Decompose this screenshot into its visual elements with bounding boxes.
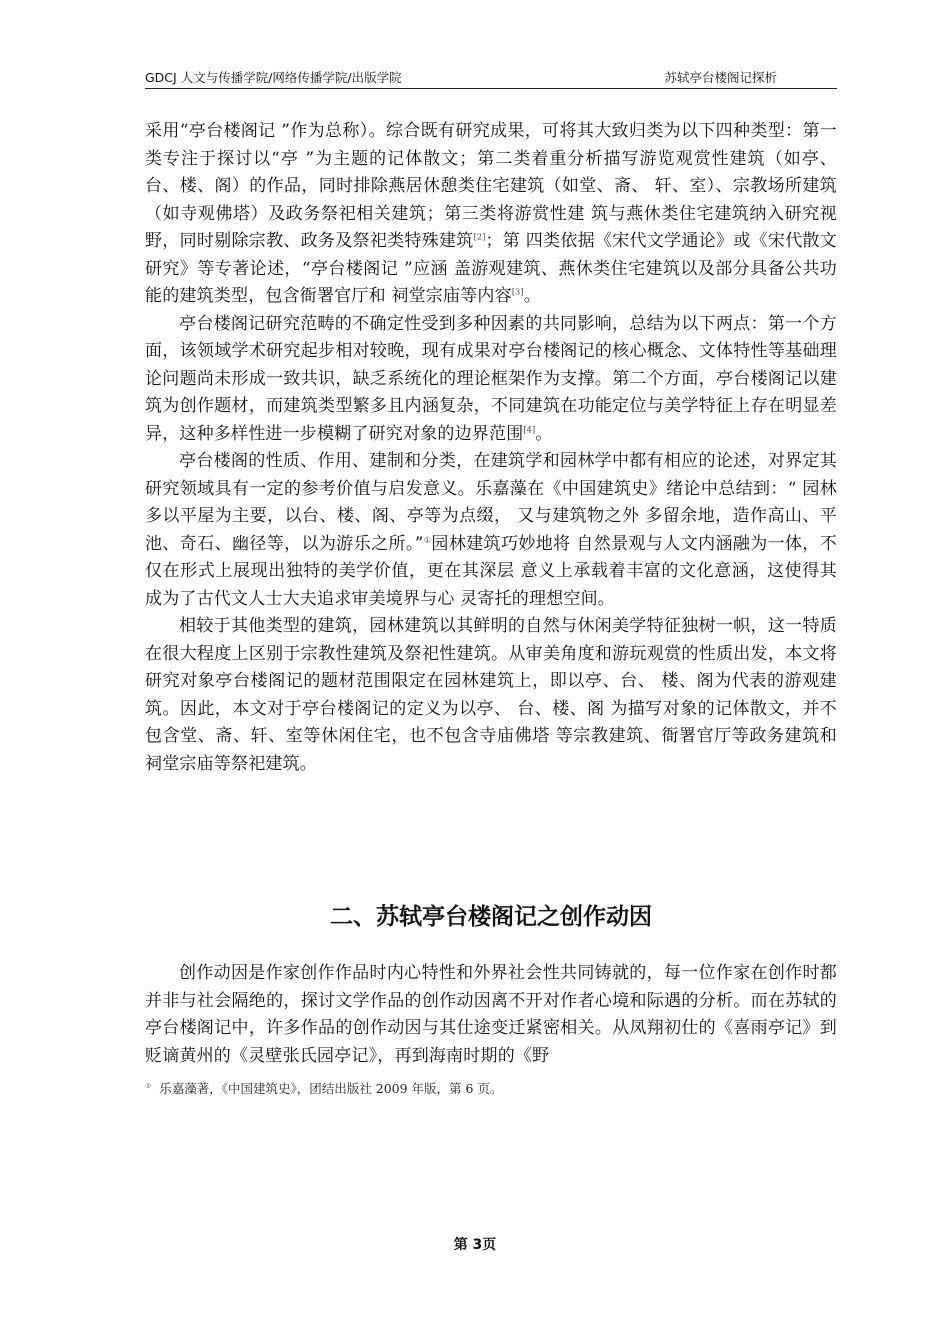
text-segment: 采用“亭台楼阁记 ”作为总称）。综合既有研究成果，可将其大致归类为以下四种类型：第一类专注于探讨以“亭 ”为主题的记体散文；第二类着重分析描写游览观赏性建筑（如亭、台、楼、阁）的作品，同时排除燕居休憩类住宅建筑（如堂、斋、 轩、室）、宗教场所建筑（如寺观佛塔）及政务祭祀相关建筑；第三类将游赏性建 筑与燕休类住宅建筑纳入研究视野，同时剔除宗教、政务及祭祀类特殊建筑 xyxy=(145,121,837,251)
citation-marker: [3] xyxy=(511,287,524,297)
header-left-text: GDCJ 人文与传播学院/网络传播学院/出版学院 xyxy=(145,70,402,85)
paragraph-4 xyxy=(145,613,837,778)
text-segment: 亭台楼阁的性质、作用、建制和分类，在建筑学和园林学中都有相应的论述，对界定其研究领域具有一定的参考价值与启发意义。乐嘉藻在《中国建筑史》绪论中总结到：“ 园林多以平屋为主要，以台、楼、阁、亭等为点缀， 又与建筑物之外 多留余地，造作高山、平池、奇石、幽径等，以为游乐之所。” xyxy=(145,451,837,554)
text-segment: 亭台楼阁记研究范畴的不确定性受到多种因素的共同影响，总结为以下两点：第一个方面，该领域学术研究起步相对较晚，现有成果对亭台楼阁记的核心概念、文体特性等基础理论问题尚未形成一致共识，缺乏系统化的理论框架作为支撑。第二个方面，亭台楼阁记以建筑为创作题材，而建筑类型繁多且内涵复杂，不同建筑在功能定位与美学特征上存在明显差异，这种多样性进一步模糊了研究对象的边界范围 xyxy=(145,313,837,444)
citation-marker: [4] xyxy=(523,424,536,434)
text-segment: ；第 四类依据《宋代文学通论》或《宋代散文研究》等专著论述，“亭台楼阁记 ”应涵 盖游观建筑、燕休类住宅建筑以及部分具备公共功能的建筑类型，包含衙署官厅和 祠堂宗庙等内容 xyxy=(145,231,837,306)
paragraph-1 xyxy=(145,118,837,311)
header-right-text: 苏轼亭台楼阁记探析 xyxy=(664,70,777,85)
section-heading: 二、苏轼亭台楼阁记之创作动因 xyxy=(330,904,652,930)
text-segment: 。 xyxy=(535,423,553,444)
citation-marker: [2] xyxy=(473,232,486,242)
text-segment: 园林建筑巧妙地将 自然景观与人文内涵融为一体，不仅在形式上展现出独特的美学价值，更在其深层 意义上承载着丰富的文化意涵，这使得其成为了古代文人士大夫追求审美境界与心 灵寄托的理想空间。 xyxy=(145,533,838,609)
page-header xyxy=(145,66,837,89)
body-text xyxy=(145,118,837,778)
page-number: 第 3页 xyxy=(453,1237,497,1253)
footnote xyxy=(145,1079,837,1097)
text-segment: 相较于其他类型的建筑，园林建筑以其鲜明的自然与休闲美学特征独树一帜，这一特质在很大程度上区别于宗教性建筑及祭祀性建筑。从审美角度和游玩观赏的性质出发，本文将研究对象亭台楼阁记的题材范围限定在园林建筑上，即以亭、台、 楼、阁为代表的游观建筑。因此，本文对于亭台楼阁记的定义为以亭、 台、楼、阁 为描写对象的记体散文，并不包含堂、斋、轩、室等休闲住宅，也不包含寺庙佛塔 等宗教建筑、衙署官厅等政务建筑和祠堂宗庙等祭祀建筑。 xyxy=(145,616,837,774)
footnote-marker: ① xyxy=(423,534,432,544)
footnote-number: ① xyxy=(145,1081,152,1090)
section-paragraph: 创作动因是作家创作作品时内心特性和外界社会性共同铸就的，每一位作家在创作时都并非与社会隔绝的，探讨文学作品的创作动因离不开对作者心境和际遇的分析。而在苏轼的亭台楼阁记中，许多作品的创作动因与其仕途变迁紧密相关。从凤翔初仕的《喜雨亭记》到贬谪黄州的《灵壁张氏园亭记》，再到海南时期的《野 xyxy=(145,963,837,1066)
paragraph-3 xyxy=(145,448,837,613)
footnote-text: 乐嘉藻著，《中国建筑史》，团结出版社 2009 年版，第 6 页。 xyxy=(159,1081,503,1096)
paragraph-2 xyxy=(145,311,837,449)
text-segment: 。 xyxy=(523,286,541,306)
section-body xyxy=(145,960,837,1070)
